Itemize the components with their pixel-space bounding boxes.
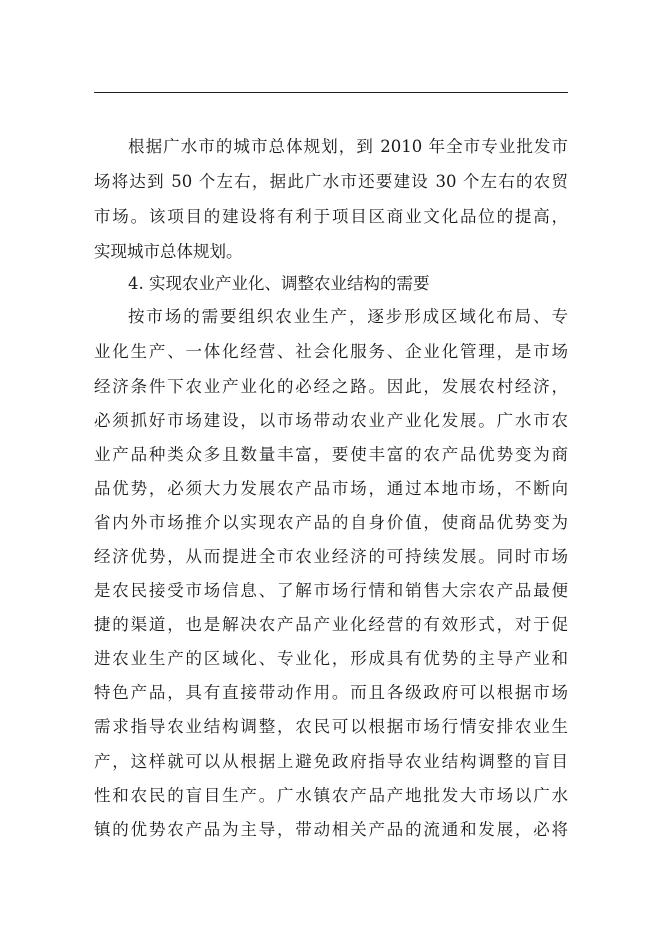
paragraph-2-line-12: 特色产品，具有直接带动作用。而且各级政府可以根据市场 [94,683,568,702]
paragraph-2-line-1: 按市场的需要组织农业生产，逐步形成区域化布局、专 [128,307,568,326]
paragraph-2-line-8: 经济优势，从而提进全市农业经济的可持续发展。同时市场 [94,547,568,566]
paragraph-2-line-9: 是农民接受市场信息、了解市场行情和销售大宗农产品最便 [94,581,568,600]
paragraph-2-line-6: 品优势，必须大力发展农产品市场，通过本地市场，不断向 [94,479,568,498]
paragraph-2-line-11: 进农业生产的区域化、专业化，形成具有优势的主导产业和 [94,649,568,668]
paragraph-1-line-2: 场将达到 50 个左右，据此广水市还要建设 30 个左右的农贸 [94,172,568,191]
section-heading: 4. 实现农业产业化、调整农业结构的需要 [128,274,430,293]
paragraph-2-line-7: 省内外市场推介以实现农产品的自身价值，使商品优势变为 [94,513,568,532]
paragraph-2-line-4: 必须抓好市场建设，以市场带动农业产业化发展。广水市农 [94,411,568,430]
paragraph-2-line-10: 捷的渠道，也是解决农产品产业化经营的有效形式，对于促 [94,615,568,634]
paragraph-2-line-2: 业化生产、一体化经营、社会化服务、企业化管理，是市场 [94,342,568,361]
header-rule [94,92,568,93]
paragraph-2-line-13: 需求指导农业结构调整，农民可以根据市场行情安排农业生 [94,717,568,736]
paragraph-2-line-5: 业产品种类众多且数量丰富，要使丰富的农产品优势变为商 [94,445,568,464]
paragraph-2-line-3: 经济条件下农业产业化的必经之路。因此，发展农村经济， [94,377,568,396]
paragraph-2-line-15: 性和农民的盲目生产。广水镇农产品产地批发大市场以广水 [94,786,568,805]
paragraph-1-line-4: 实现城市总体规划。 [94,242,243,261]
paragraph-2-line-16: 镇的优势农产品为主导，带动相关产品的流通和发展，必将 [94,820,568,839]
paragraph-1-line-1: 根据广水市的城市总体规划，到 2010 年全市专业批发市 [128,137,568,156]
paragraph-2-line-14: 产，这样就可以从根据上避免政府指导农业结构调整的盲目 [94,752,568,771]
paragraph-1-line-3: 市场。该项目的建设将有利于项目区商业文化品位的提高， [94,207,568,226]
